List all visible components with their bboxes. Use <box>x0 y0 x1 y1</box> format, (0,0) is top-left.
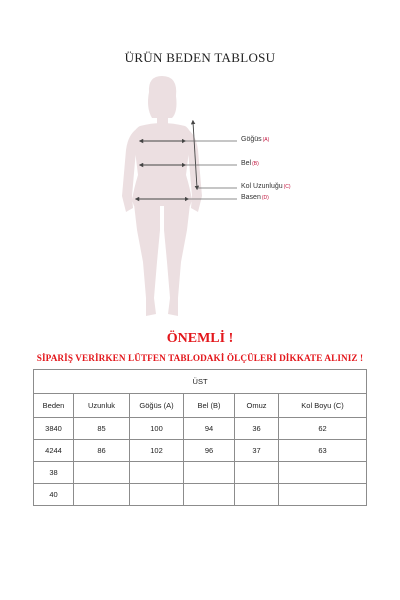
table-row <box>34 484 367 506</box>
table-cell: 86 <box>74 440 130 462</box>
measurement-label-name: Göğüs <box>241 136 262 143</box>
column-header: Kol Boyu (C) <box>279 394 367 418</box>
silhouette-shape <box>122 76 202 316</box>
page-title: ÜRÜN BEDEN TABLOSU <box>124 50 276 65</box>
important-heading: ÖNEMLİ ! <box>166 331 234 346</box>
table-cell: 63 <box>279 440 367 462</box>
table-header-row <box>34 394 367 418</box>
table-section-row <box>34 370 367 394</box>
measurement-label-name: Kol Uzunluğu <box>241 183 283 190</box>
table-cell <box>130 462 184 484</box>
table-cell <box>74 462 130 484</box>
table-cell <box>74 484 130 506</box>
table-cell <box>279 462 367 484</box>
table-cell <box>235 462 279 484</box>
column-header: Göğüs (A) <box>130 394 184 418</box>
measurement-label-code: (A) <box>262 137 270 143</box>
measurement-label-hip <box>241 194 269 201</box>
size-table <box>33 369 367 506</box>
table-cell: 94 <box>184 418 235 440</box>
table-cell: 102 <box>130 440 184 462</box>
table-cell: 36 <box>235 418 279 440</box>
measurement-label-name: Bel <box>241 160 252 167</box>
measurement-label-sleeve-length <box>241 183 291 190</box>
column-header: Bel (B) <box>184 394 235 418</box>
table-cell <box>235 484 279 506</box>
table-row <box>34 418 367 440</box>
measurement-label-waist <box>241 160 259 167</box>
table-cell: 62 <box>279 418 367 440</box>
measurement-label-code: (B) <box>252 161 259 167</box>
measurement-label-code: (C) <box>283 184 291 190</box>
table-cell <box>279 484 367 506</box>
column-header: Beden <box>34 394 74 418</box>
table-cell: 3840 <box>34 418 74 440</box>
measurement-label-name: Basen <box>241 194 261 201</box>
table-row <box>34 462 367 484</box>
column-header: Omuz <box>235 394 279 418</box>
table-cell <box>184 484 235 506</box>
table-cell: 4244 <box>34 440 74 462</box>
order-warning-message: SİPARİŞ VERİRKEN LÜTFEN TABLODAKİ ÖLÇÜLERİ DİKKATE ALINIZ ! <box>36 353 364 363</box>
measurement-label-code: (D) <box>261 195 269 201</box>
table-section-header: ÜST <box>34 370 367 394</box>
table-cell: 100 <box>130 418 184 440</box>
table-cell <box>130 484 184 506</box>
table-cell: 85 <box>74 418 130 440</box>
column-header: Uzunluk <box>74 394 130 418</box>
table-cell: 40 <box>34 484 74 506</box>
table-cell <box>184 462 235 484</box>
table-cell: 37 <box>235 440 279 462</box>
table-cell: 38 <box>34 462 74 484</box>
table-cell: 96 <box>184 440 235 462</box>
measurement-label-chest <box>241 136 269 143</box>
table-row <box>34 440 367 462</box>
